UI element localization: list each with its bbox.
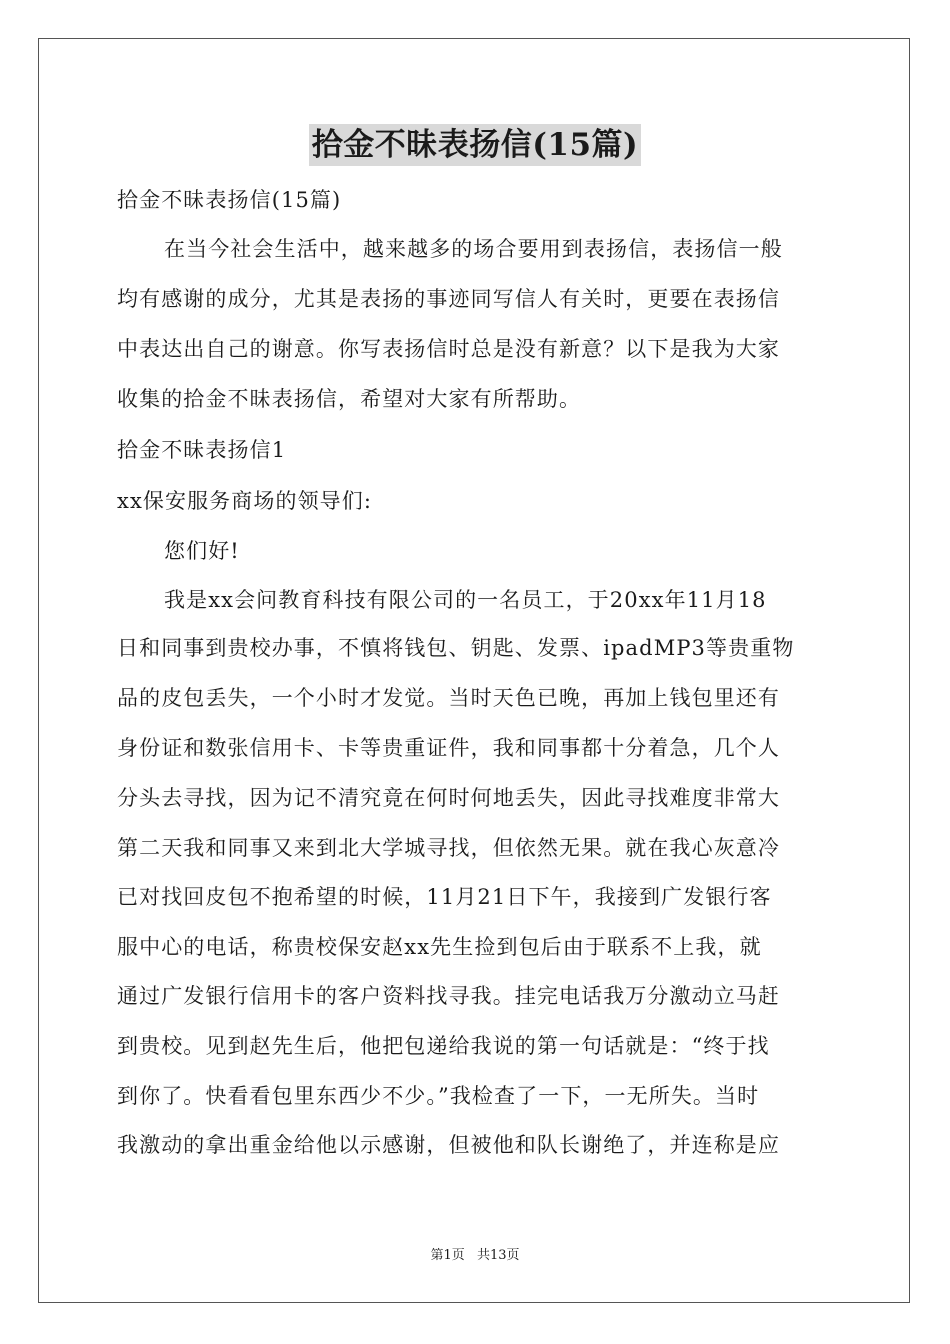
- paragraph-line: 中表达出自己的谢意。你写表扬信时总是没有新意？以下是我为大家: [117, 337, 780, 361]
- paragraph-line: 身份证和数张信用卡、卡等贵重证件，我和同事都十分着急，几个人: [117, 736, 780, 760]
- page-number: 第1页: [430, 1248, 465, 1263]
- page-total: 共13页: [476, 1248, 520, 1263]
- greeting-line: 您们好!: [164, 539, 240, 563]
- paragraph-line: 我激动的拿出重金给他以示感谢，但被他和队长谢绝了，并连称是应: [117, 1133, 780, 1157]
- paragraph-line: 服中心的电话，称贵校保安赵xx先生捡到包后由于联系不上我，就: [117, 935, 762, 959]
- paragraph-line: 品的皮包丢失，一个小时才发觉。当时天色已晚，再加上钱包里还有: [117, 686, 780, 710]
- paragraph-line: 通过广发银行信用卡的客户资料找寻我。挂完电话我万分激动立马赶: [117, 984, 780, 1008]
- paragraph-line: 分头去寻找，因为记不清究竟在何时何地丢失，因此寻找难度非常大: [117, 786, 780, 810]
- paragraph-line: 第二天我和同事又来到北大学城寻找，但依然无果。就在我心灰意冷: [117, 836, 780, 860]
- page-border: [38, 38, 910, 1303]
- paragraph-line: 日和同事到贵校办事，不慎将钱包、钥匙、发票、ipadMP3等贵重物: [117, 636, 795, 660]
- document-title: 拾金不昧表扬信(15篇): [309, 124, 641, 166]
- subtitle-line: 拾金不昧表扬信(15篇): [117, 188, 342, 212]
- paragraph-line: 到贵校。见到赵先生后，他把包递给我说的第一句话就是：“终于找: [117, 1034, 770, 1058]
- page-footer: [0, 1248, 950, 1264]
- paragraph-line: 在当今社会生活中，越来越多的场合要用到表扬信，表扬信一般: [164, 237, 783, 261]
- paragraph-line: 收集的拾金不昧表扬信，希望对大家有所帮助。: [117, 387, 582, 411]
- salutation-line: xx保安服务商场的领导们:: [117, 489, 373, 513]
- paragraph-line: 我是xx会问教育科技有限公司的一名员工，于20xx年11月18: [164, 588, 767, 612]
- section-heading: 拾金不昧表扬信1: [117, 438, 287, 462]
- paragraph-line: 到你了。快看看包里东西少不少。”我检查了一下，一无所失。当时: [117, 1084, 760, 1108]
- paragraph-line: 已对找回皮包不抱希望的时候，11月21日下午，我接到广发银行客: [117, 885, 772, 909]
- title-container: [0, 124, 950, 166]
- paragraph-line: 均有感谢的成分，尤其是表扬的事迹同写信人有关时，更要在表扬信: [117, 287, 780, 311]
